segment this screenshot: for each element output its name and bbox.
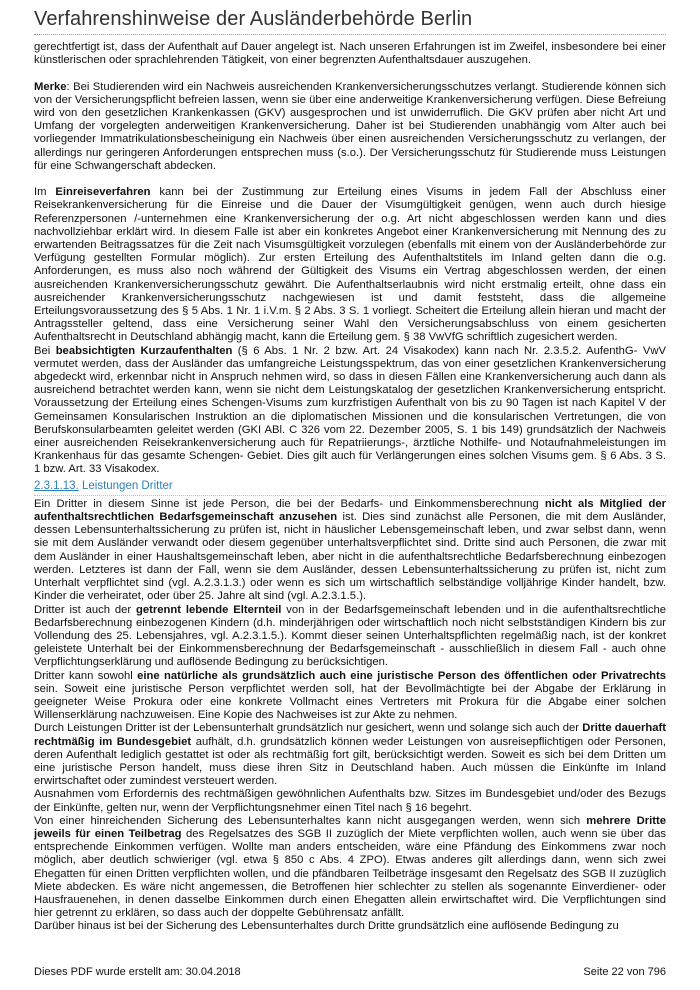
page-number: Seite 22 von 796 xyxy=(583,966,666,978)
bold-term: beabsichtigten Kurzaufenthalten xyxy=(55,344,233,357)
document-body xyxy=(34,41,666,934)
intro-paragraphs xyxy=(34,41,666,477)
section-paragraphs xyxy=(34,498,666,934)
bold-term: mehrere Dritte jeweils für einen Teilbetrag xyxy=(34,814,667,840)
text-run: Dritter ist auch der xyxy=(34,603,136,616)
paragraph xyxy=(34,345,666,477)
paragraph xyxy=(34,41,666,67)
paragraph xyxy=(34,920,666,933)
paragraph xyxy=(34,670,666,723)
text-run: Ausnahmen vom Erfordernis des rechtmäßigen gewöhnlichen Aufenthalts bzw. Sitzes im Bundesgebiet und/oder des Bezugs der Einkünfte, gelten nur, wenn der Verpflichtungsnehmer einen Titel nach § 16 begehrt. xyxy=(34,788,666,814)
creation-date: Dieses PDF wurde erstellt am: 30.04.2018 xyxy=(34,966,241,978)
section-number-link[interactable]: 2.3.1.13. xyxy=(34,479,79,492)
text-run: Von einer hinreichenden Sicherung des Lebensunterhaltes kann nicht ausgegangen werden, wenn sich xyxy=(34,814,587,827)
text-run: Im xyxy=(34,186,56,199)
text-run: des Regelsatzes des SGB II zuzüglich der Miete verpflichten wollen, auch wenn sie über das entsprechende Einkommen verfügen. Wollte man anders entscheiden, wäre eine Pfändung des Einkommens zwar noch möglich, aber deutlich schwieriger (vgl. etwa § 850 c Abs. 4 ZPO). Etwas anderes gilt allerdings dann, wenn sich zwei Ehegatten für einen Dritten verpflichten wollen, und die pfändbaren Teilbeträge insgesamt den Regelsatz des SGB II zuzüglich Miete abdecken. Es wäre nicht angemessen, die Betroffenen hier schlechter zu stellen als sogenannte Einverdiener- oder Hausfrauenehen, in denen dasselbe Einkommen durch einen Ehegatten allein erwirtschaftet wird. Die Verpflichtungen sind hier getrennt zu erklären, so dass auch der doppelte Gebührensatz anfällt. xyxy=(34,827,666,920)
text-run: gerechtfertigt ist, dass der Aufenthalt auf Dauer angelegt ist. Nach unseren Erfahrungen ist im Zweifel, insbesondere bei einer künstlerischen oder sprachlehrenden Tätigkeit, von einer begrenzten Aufenthaltsdauer auszugehen. xyxy=(34,41,666,67)
text-run: von in der Bedarfsgemeinschaft lebenden und in die aufenthaltsrechtliche Bedarfsberechnung einbezogenen Kindern (d.h. minderjährigen oder wirtschaftlich noch nicht selbstständigen Kindern bis zur Vollendung des 25. Lebensjahres, vgl. A.2.3.1.5.). Kommt dieser seinen Unterhaltspflichten regelmäßig nach, ist der konkret geleistete Unterhalt bei der Einkommensberechnung der Bedarfsgemeinschaft - ausschließlich in diesem Fall - auch ohne Verpflichtungserklärung und auflösende Bedingung zu berücksichtigen. xyxy=(34,603,666,669)
bold-term: nicht als Mitglied der aufenthaltsrechtlichen Bedarfsgemeinschaft anzusehen xyxy=(34,497,667,524)
paragraph xyxy=(34,722,666,788)
text-run: ist. Dies sind zunächst alle Personen, die mit dem Ausländer, dessen Lebensunterhaltssicherung zu prüfen ist, nicht in häuslicher Lebensgemeinschaft leben, und zwar selbst dann, wenn sie mit dem Ausländer verwandt oder diesem gegenüber unterhaltsverpflichtet sind. Dritte sind auch Personen, die zwar mit dem Ausländer in einer Haushaltsgemeinschaft leben, aber nicht in die aufenthaltsrechtliche Bedarfsberechnung einbezogen werden. Letzteres ist dann der Fall, wenn sie dem Ausländer, dessen Lebensunterhaltssicherung zu prüfen ist, nicht zum Unterhalt verpflichtet sind (vgl. A.2.3.1.3.) oder wenn es sich um wirtschaftlich selbständige volljährige Kinder handelt, bzw. Kinder die verheiratet, oder über 25. Jahre alt sind (vgl. A.2.3.1.5.). xyxy=(34,511,666,603)
text-run: Ein Dritter in diesem Sinne ist jede Person, die bei der Bedarfs- und Einkommensberechnung xyxy=(34,497,545,510)
bold-term: Dritte dauerhaft rechtmäßig im Bundesgebiet xyxy=(34,722,666,748)
paragraph xyxy=(34,81,666,173)
paragraph xyxy=(34,788,666,814)
bold-term: getrennt lebende Elternteil xyxy=(135,603,282,616)
paragraph xyxy=(34,604,666,670)
bold-term: Einreiseverfahren xyxy=(55,186,151,199)
page-footer xyxy=(34,966,666,978)
bold-term: eine natürliche als grundsätzlich auch eine juristische Person des öffentlichen oder Privatrechts xyxy=(137,669,666,682)
text-run: Bei xyxy=(34,344,56,357)
paragraph xyxy=(34,498,666,604)
paragraph xyxy=(34,815,666,921)
bold-term: Merke xyxy=(34,80,67,93)
document-title: Verfahrenshinweise der Ausländerbehörde Berlin xyxy=(34,8,473,30)
text-run: aufhält, d.h. grundsätzlich können weder Leistungen von ausreisepflichtigen oder Personen, deren Aufenthalt lediglich gestattet ist oder als rechtmäßig fort gilt, berücksichtigt werden. Soweit es sich bei dem Dritten um eine juristische Person handelt, muss diese ihren Sitz in Deutschland haben. Auch müssen die Einkünfte im Inland erwirtschaftet oder zumindest versteuert werden. xyxy=(34,735,666,788)
text-run: kann bei der Zustimmung zur Erteilung eines Visums in jedem Fall der Abschluss einer Reisekrankenversicherung für die Einreise und die Dauer der Visumgültigkeit genügen, wenn auch durch hiesige Referenzpersonen /-unternehmen eine Krankenversicherung der o.g. Art nicht abgeschlossen werden kann und dies nachvollziehbar erklärt wird. In diesem Falle ist aber ein konkretes Angebot einer Krankenversicherung mit Nennung des zu erwartenden Beitragssatzes für die Zeit nach Visumsgültigkeit vorzulegen (ebenfalls mit einem von der Ausländerbehörde zur Verfügung gestellten Formular möglich). Zur ersten Erteilung des Aufenthaltstitels im Inland gelten dann die o.g. Anforderungen, es muss also noch während der Gültigkeit des Visums ein Vertrag abgeschlossen werden, der einen ausreichenden Krankenversicherungsschutz gewährt. Die Aufenthaltserlaubnis wird nicht erstmalig erteilt, ohne dass ein ausreichender Krankenversicherungsschutz nachgewiesen ist und damit feststeht, dass die allgemeine Erteilungsvoraussetzung des § 5 Abs. 1 Nr. 1 i.V.m. § 2 Abs. 3 S. 1 vorliegt. Scheitert die Erteilung allein hieran und macht der Antragssteller geltend, dass eine Versicherung seiner Wahl den Versicherungsabschluss von einem gesicherten Aufenthaltsrecht in Deutschland abhängig macht, kann die Erteilung gem. § 38 VwVfG schriftlich zugesichert werden. xyxy=(34,186,666,344)
paragraph xyxy=(34,186,666,344)
text-run: (§ 6 Abs. 1 Nr. 2 bzw. Art. 24 Visakodex) kann nach Nr. 2.3.5.2. AufenthG- VwV vermutet werden, dass der Ausländer das umfangreiche Leistungsspektrum, das von einer gesetzlichen Krankenversicherung abgedeckt wird, erkennbar nicht in Anspruch nehmen wird, so dass in diesen Fällen eine Krankenversicherung auch dann als ausreichend betrachtet werden kann, wenn sie nicht dem Leistungskatalog der gesetzlichen Krankenversicherung entspricht. Voraussetzung der Erteilung eines Schengen-Visums zum kurzfristigen Aufenthalt von bis zu 90 Tagen ist nach Kapitel V der Gemeinsamen Konsularischen Instruktion an die diplomatischen Missionen und die konsularischen Vertretungen, die von Berufskonsularbeamten geleitet werden (GKI ABl. C 326 vom 22. Dezember 2005, S. 1 bis 149) grundsätzlich der Nachweis einer ausreichenden Reisekrankenversicherung auch für Repatriierungs-, ärztliche Nothilfe- und Notaufnahmeleistungen im Krankenhaus für das gesamte Schengen- Gebiet. Dies gilt auch für Verlängerungen eines solchen Visums gem. § 6 Abs. 3 S. 1 bzw. Art. 33 Visakodex. xyxy=(34,344,666,476)
text-run: Darüber hinaus ist bei der Sicherung des Lebensunterhaltes durch Dritte grundsätzlich eine auflösende Bedingung zu xyxy=(34,920,619,933)
text-run: : Bei Studierenden wird ein Nachweis ausreichenden Krankenversicherungsschutzes verlangt. Studierende können sich von der Versicherungspflicht befreien lassen, wenn sie über eine anderweitige Krankenversicherung verfügen. Diese Befreiung wird von den gesetzlichen Krankenkassen (GKV) ausgesprochen und ist unwiderruflich. Die GKV prüfen aber nicht Art und Umfang der vorgelegten anderweitigen Krankenversicherung. Daher ist bei Studierenden unabhängig vom Alter auch bei vorliegender Immatrikulationsbescheinigung ein Nachweis über einen ausreichenden Versicherungsschutz zu verlangen, der allerdings nur geringeren Anforderungen entsprechen muss (s.o.). Der Versicherungsschutz für Studierende muss Leistungen für eine Schwangerschaft abdecken. xyxy=(34,80,666,172)
page-header xyxy=(34,8,666,35)
text-run: sein. Soweit eine juristische Person verpflichtet werden soll, hat der Bevollmächtigte bei der Abgabe der Erklärung in geeigneter Weise Prokura oder eine konkrete Vollmacht eines Vertreters mit Prokura für die Abgabe einer solchen Willenserklärung nachzuweisen. Eine Kopie des Nachweises ist zur Akte zu nehmen. xyxy=(34,682,666,722)
text-run: Durch Leistungen Dritter ist der Lebensunterhalt grundsätzlich nur gesichert, wenn und solange sich auch der xyxy=(34,722,583,735)
section-title: Leistungen Dritter xyxy=(81,479,173,492)
section-heading xyxy=(34,480,666,496)
text-run: Dritter kann sowohl xyxy=(34,669,138,682)
